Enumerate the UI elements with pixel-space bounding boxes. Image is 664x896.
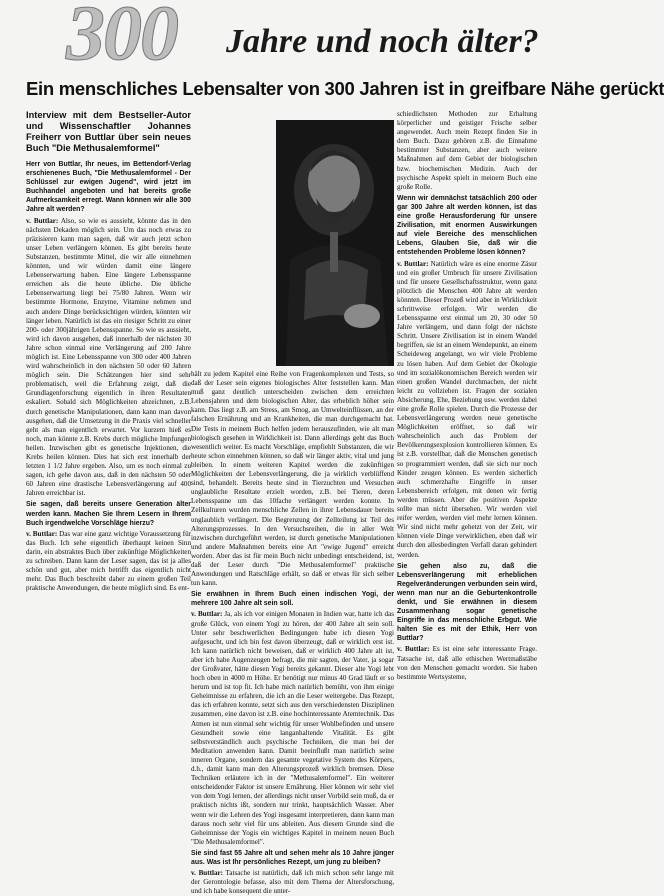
question-paragraph <box>397 562 537 644</box>
paragraph-text: Herr von Buttlar, Ihr neues, im Bettendorf-Verlag erschienenes Buch, "Die Methusalemformel - Der Schlüssel zur ewigen Jugend", wird jetzt im Buchhandel angeboten und hat bereits große Aufmerksamkeit erregt. Wann können wir alle 300 Jahre alt werden? <box>26 161 191 214</box>
answer-paragraph <box>397 645 537 681</box>
question-paragraph <box>26 160 191 215</box>
answer-paragraph <box>191 610 394 846</box>
paragraph-text: Natürlich wäre es eine enorme Zäsur und ein großer Umbruch für unsere Zivilisation und für unsere Gesellschaftsstruktur, wenn ganz plötzlich die Menschen 400 Jahre alt werden könnten. Dieser Prozeß wird aber in Wirklichkeit schrittweise erfolgen. Wir werden die Lebensspanne erst einmal um 20, 30 oder 50 Jahre verlängern, und dann folgt der nächste Schritt. Unsere Zivilisation ist in einem Wandel begriffen, sie ist an einem Wendepunkt, an einem Scheideweg angelangt, wo wir viele Probleme zu lösen haben. Auf dem Gebiet der Ökologie und im sozialökonomischen Bereich werden wir einen großen Wandel durchmachen, der nicht leicht zu vollziehen ist. Fragen der sozialen Absicherung, Ehe, Beziehung usw. werden dabei eine große Rolle spielen. Durch die Prozesse der Lebensverlängerung werden neue genetische Möglichkeiten eröffnet, so daß wir wahrscheinlich auch das Problem der Bevölkerungsexplosion kontrollieren können. Es ist z.B. vorstellbar, daß die Menschen genetisch so programmiert werden, daß sie sich nur noch Kinder zeugen können. Es werden sicherlich auch schmerzhafte Eingriffe in unser Lebensbereich erfolgen, mit denen wir fertig werden müssen. Aber die positiven Aspekte sollte man nicht übersehen. Wir werden viel reifer werden, werden viel mehr lernen können. Wir sind nicht mehr gehetzt von der Zeit, wir können viele Dinge verwirklichen, eben daß wir durch den allesbedingten Verfall daran gehindert werden. <box>397 259 538 559</box>
paragraph-text: Tatsache ist natürlich, daß ich mich schon sehr lange mit der Gerontologie befasse, also mit dem Thema der Altersforschung, und ich habe konsequent die unter- <box>191 869 394 896</box>
paragraph-text: Es ist eine sehr interessante Frage. Tatsache ist, daß alle ethischen Wertmaßstäbe von den Menschen gemacht worden. Sie haben bestimmte Wertsysteme, <box>397 645 537 681</box>
speaker-label: v. Buttlar: <box>397 645 430 654</box>
speaker-label: v. Buttlar: <box>26 529 58 538</box>
headline-title: Jahre und noch älter? <box>226 23 539 60</box>
answer-paragraph <box>191 370 394 588</box>
paragraph-text: schiedlichsten Methoden zur Erhaltung körperlicher und geistiger Frische selber angewendet. Auch mein Rezept finden Sie in dem Buch. Dazu gehören z.B. die Einnahme bestimmter Substanzen, aber auch weitere Maßnahmen auf dem Gebiet der biologischen bzw. biochemischen Medizin. Auch der psychische Aspekt spielt in meinem Buch eine große Rolle. <box>397 110 537 191</box>
answer-paragraph <box>26 217 191 499</box>
question-paragraph <box>26 500 191 527</box>
paragraph-text: Sie sagen, daß bereits unsere Generation älter werden kann. Machen Sie Ihrem Lesern in Ihrem Buch irgendwelche Vorschläge hierzu? <box>26 501 191 527</box>
answer-paragraph <box>26 530 191 594</box>
column-left-body <box>26 160 191 593</box>
question-paragraph <box>191 590 394 608</box>
paragraph-text: Sie gehen also zu, daß die Lebensverlängerung mit erheblichen Regelveränderungen verbunden sein wird, wenn man nur an die Geburtenkontrolle denkt, und Sie erwähnen in diesem Zusammenhang sogar genetische Eingriffe in das menschliche Erbgut. Wie halten Sie es mit der Ethik, Herr von Buttlar? <box>397 562 537 643</box>
column-middle-body <box>191 370 394 896</box>
question-paragraph <box>397 194 537 258</box>
paragraph-text: Wenn wir demnächst tatsächlich 200 oder gar 300 Jahre alt werden können, ist das eine große Herausforderung für unsere Zivilisation, mit enormen Auswirkungen auf viele Bereiche des menschlichen Lebens, Glauben Sie, daß wir die entstehenden Probleme lösen können? <box>397 194 537 257</box>
column-middle <box>191 370 394 896</box>
paragraph-text: Ja, als ich vor einigen Monaten in Indien war, hatte ich das große Glück, von einem Yogi zu hören, der 400 Jahre alt sein soll. Unter sehr beschwerlichen Bedingungen habe ich diesen Yogi aufgesucht, und ich bin fest davon überzeugt, daß er wirklich erst ist. Ich kann natürlich nicht beweisen, daß er wirklich 400 Jahre alt ist, aber ich habe Augenzeugen befragt, die mir sagten, der Vater, ja sogar der Großvater, hätte diesen Yogi bereits gekannt. Dieser alte Yogi lebt hoch oben in 4000 m Höhe. Er benötigt nur minus 40 Grad läuft er so herum und ist top fit. Ich habe mich natürlich bemüht, von ihm einige Geheimnisse zu erfahren, die ich an die Leser weitergebe. Das Rezept, das ich erfahren konnte, setzt sich aus den verschiedensten Disziplinen zusammen, eine davon ist z.B. eine hochinteressante Atemtechnik. Das Atmen ist nun einmal sehr wichtig für unser Wohlbefinden und unsere Gesundheit sowie eine langanhaltende Vitalität. Es gibt selbstverständlich auch psychische Techniken, die man bei der Meditation anwenden kann. Damit beeinflußt man natürlich seine inneren Organe, sondern das gesamte vegetative System des Körpers, d.h., damit kann man den Alterungsprozeß wirklich bremsen. Diese Techniken erläutere ich in der "Methusalemformel". Ein weiterer entscheidender Faktor ist unsere Ernährung. Hier können wir sehr viel von dem Yogi lernen, der allerdings nicht unser Vorbild sein muß, da er praktisch nichts ißt, sondern nur trinkt, hauptsächlich Wasser. Aber wenn wir die Lehren des Yogi insgesamt interpretieren, dann kann man daraus noch sehr viel für uns ableiten. Aus diesem Grunde sind die Geheimnisse der Yogis ein wichtiges Kapitel in meinem neuen Buch "Die Methusalemformel". <box>191 610 394 846</box>
author-photo <box>276 120 394 366</box>
paragraph-text: Sie sind fast 55 Jahre alt und sehen mehr als 10 Jahre jünger aus. Was ist Ihr persönliches Rezept, um jung zu bleiben? <box>191 849 394 866</box>
intro: Interview mit dem Bestseller-Autor und Wissenschaftler Johannes Freiherr von Buttlar über sein neues Buch "Die Methusalemformel" <box>26 110 191 153</box>
answer-paragraph <box>191 869 394 896</box>
answer-paragraph <box>397 260 537 560</box>
answer-paragraph <box>397 110 537 192</box>
question-paragraph <box>191 849 394 867</box>
paragraph-text: Also, so wie es aussieht, könnte das in den nächsten Dekaden möglich sein. Um das noch etwas zu präzisieren kann man sagen, daß wir auch jetzt schon unser Leben verlängern können. Es gibt bereits heute Substanzen, bestimmte Mittel, die wir alle einnehmen könnten, und wir würden damit eine längere Lebenserwartung haben. Eine längere Lebensspanne erreichen als die heute übliche. Die übliche Lebenserwartung liegt bei 75/80 Jahren. Wenn wir bestimmte Hormone, Enzyme, Vitamine nehmen und auch andere Dinge berücksichtigen würden, könnten wir länger leben. Natürlich ist das ein riesiger Schritt zu einer 200- oder 300jährigen Lebensspanne. So wie es aussieht, wird ich davon ausgehen, daß innerhalb der nächsten 30 Jahre schon einmal eine Verlängerung auf 200 Jahre möglich ist. Eine Lebensspanne von 300 oder 400 Jahren wird wahrscheinlich in den nächsten 50 oder 60 Jahren möglich sein. Die Schätzungen hier sind sehr problematisch, weil die Erfahrung zeigt, daß die Grundlagenforschung eigentlich in ihren Resultaten eskaliert. Sobald sich Möglichkeiten abzeichnen, z.B. durch genetische Manipulationen, dann kann man davon ausgehen, daß die Umsetzung in die Praxis viel schneller geht als man eigentlich erwartet. Vor kurzem hieß es noch, man könnte z.B. Krebs durch mögliche Impfungen heilen. Inzwischen gibt es genetische Injektionen, die Krebs heilen können. Dies hat sich erst innerhalb der letzten 1 1/2 Jahre ergeben. Also, um es noch einmal zu sagen, ich gehe davon aus, daß in den nächsten 50 oder 60 Jahren eine drastische Lebensverlängerung auf 400 Jahren erreichbar ist. <box>26 216 191 498</box>
paragraph-text: Sie erwähnen in Ihrem Buch einen indischen Yogi, der mehrere 100 Jahre alt sein soll. <box>191 591 394 608</box>
column-right-body <box>397 110 537 682</box>
column-right <box>397 110 537 700</box>
speaker-label: v. Buttlar: <box>397 259 429 268</box>
speaker-label: v. Buttlar: <box>26 216 59 225</box>
speaker-label: v. Buttlar: <box>191 610 223 619</box>
paragraph-text: hält zu jedem Kapitel eine Reihe von Fragenkomplexen und Tests, so daß der Leser sein eigenes biologisches Alter feststellen kann. Man muß ganz deutlich unterscheiden zwischen dem erreichten Lebensjahren und dem biologischen Alter, das erheblich höher sein kann. Das liegt z.B. am Stress, am Smog, an Umwelteinflüssen, an der falschen Ernährung und an Krankheiten, die man durchgemacht hat. Die Tests in meinem Buch helfen jedem herauszufinden, wie alt man biologisch gesehen in Wirklichkeit ist. Dann allerdings geht das Buch wesentlich weiter. Es macht Vorschläge, empfiehlt Substanzen, die wir heute schon einnehmen können, so daß wir länger aktiv, vital und jung bleiben. In einem weiteren Kapitel werden die zukünftigen Möglichkeiten der Lebensverlängerung, die ja wirklich verblüffend sind, behandelt. Bereits heute sind in Tierzuchten und Versuchen unglaubliche Resultate erzielt worden, z.B. bei Tieren, deren Lebensspanne um das 10fache verlängert werden konnte. In Zellkulturen wurden menschliche Zellen in ihrer Lebensdauer bereits unglaublich verlängert. Die Begrenzung der Zellteilung ist Teil des Alterungsprozesses. In den Versuchsreihen, die in aller Welt inzwischen durchgeführt werden, ist durch genetische Manipulationen und andere Maßnahmen bereits eine Art "ewige Jugend" erreicht worden. Aber das ist für mein Buch nicht unbedingt entscheidend, ist, daß der Leser durch "Die Methusalemformel" praktische Anwendungen und Ratschläge erhält, so daß er etwas für sich selber tun kann. <box>191 370 394 588</box>
speaker-label: v. Buttlar: <box>191 869 223 878</box>
headline-number: 300 <box>66 0 177 76</box>
subtitle: Ein menschliches Lebensalter von 300 Jahren ist in greifbare Nähe gerückt <box>26 78 664 99</box>
paragraph-text: Das war eine ganz wichtige Voraussetzung für das Buch. Ich sehe eigentlich überhaupt keinen Sinn darin, ein abstraktes Buch über zukünftige Möglichkeiten zu schreiben. Dann kann der Leser sagen, das ist ja alles schön und gut, aber mich betrifft das eigentlich nicht mehr. Das Buch beschreibt daher zu einem großen Teil praktische Anwendungen, die heute möglich sind. Es ent- <box>26 529 191 593</box>
column-left <box>26 110 191 700</box>
